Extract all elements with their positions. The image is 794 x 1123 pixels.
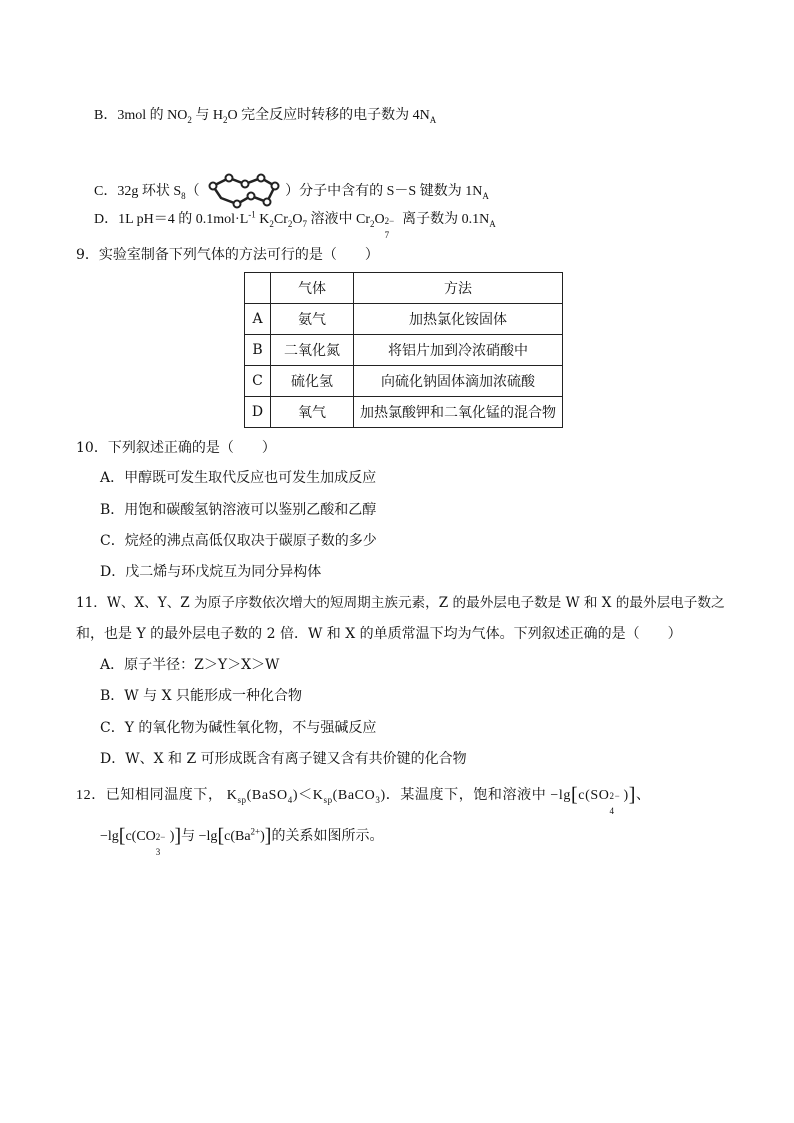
- table-header-cell: 方法: [354, 273, 563, 304]
- q8-option-d: D．1L pH＝4 的 $0.1mol\cdot L^{-1}$ $K_2Cr_2O_7$ 溶液中 $Cr_2O$ 2− 7 离子数为 $0.1N_A$: [94, 209, 496, 240]
- option-text: 32g 环状 S: [117, 184, 182, 200]
- table-cell: D: [245, 397, 271, 428]
- option-text: 离子数为 0.1N: [398, 212, 490, 227]
- table-cell: A: [245, 304, 271, 335]
- q11-option-a: A．原子半径：Z＞Y＞X＞W: [100, 657, 280, 673]
- q10-option-c: C．烷烃的沸点高低仅取决于碳原子数的多少: [100, 533, 377, 549]
- q11-stem-line2: 和，也是 Y 的最外层电子数的 2 倍．W 和 X 的单质常温下均为气体。下列叙述正确的是（ ）: [76, 626, 682, 642]
- q12-text: ．某温度下，饱和溶液中 −lg: [385, 788, 572, 803]
- q12-line1: 12．已知相同温度下， $K_{sp}(BaSO_4)<K_{sp}(BaCO_3)$．某温度下，饱和溶液中 −lg[c(SO 2− 4 )]、: [76, 784, 651, 816]
- subscript: A: [482, 191, 489, 202]
- q10-option-a: A．甲醇既可发生取代反应也可发生加成反应: [100, 470, 377, 486]
- table-cell: 硫化氢: [271, 366, 354, 397]
- q10-stem: 10．下列叙述正确的是（ ）: [76, 440, 276, 456]
- q12-line2: −lg[c(CO 2− 3 )]与 $-\lg[c(Ba^{2+})]$的关系如图所示。: [100, 825, 384, 857]
- table-cell: 加热氯酸钾和二氧化锰的混合物: [354, 397, 563, 428]
- subscript: 8: [181, 191, 186, 202]
- subscript: A: [429, 114, 437, 125]
- table-header-cell: [245, 273, 271, 304]
- q12-ksp: K: [226, 788, 238, 803]
- q10-option-b: B．用饱和碳酸氢钠溶液可以鉴别乙酸和乙醇: [100, 502, 377, 518]
- q8-option-c: [94, 172, 489, 212]
- option-label: C．: [94, 184, 118, 200]
- option-text: 与: [191, 108, 213, 123]
- option-text: （: [185, 184, 200, 200]
- table-header-row: [245, 273, 563, 304]
- table-cell: 氧气: [271, 397, 354, 428]
- option-text: 溶液中: [307, 212, 357, 227]
- table-cell: 氨气: [271, 304, 354, 335]
- q12-text: 、: [636, 788, 651, 803]
- q12-text: 12．已知相同温度下，: [76, 788, 223, 803]
- table-header-cell: 气体: [271, 273, 354, 304]
- subscript: A: [489, 218, 496, 229]
- table-row: [245, 397, 563, 428]
- table-cell: 二氧化氮: [271, 335, 354, 366]
- q11-option-c: C．Y 的氧化物为碱性氧化物，不与强碱反应: [100, 720, 377, 736]
- gas-preparation-table: [244, 272, 563, 428]
- q11-stem-line1: 11．W、X、Y、Z 为原子序数依次增大的短周期主族元素，Z 的最外层电子数是 W 和 X 的最外层电子数之: [76, 595, 725, 611]
- table-row: [245, 304, 563, 335]
- option-text: ）分子中含有的 S－S 键数为 1N: [285, 184, 483, 200]
- q12-text: 的关系如图所示。: [271, 829, 384, 844]
- q9-stem: 9．实验室制备下列气体的方法可行的是（ ）: [76, 247, 379, 263]
- table-row: [245, 335, 563, 366]
- table-cell: 将铝片加到冷浓硝酸中: [354, 335, 563, 366]
- s8-ring-molecule-icon: [207, 172, 281, 212]
- q12-formula: (BaSO: [246, 788, 288, 803]
- subscript: sp: [237, 794, 247, 805]
- superscript: -1: [248, 209, 256, 220]
- table-row: [245, 366, 563, 397]
- q11-option-d: D．W、X 和 Z 可形成既含有离子键又含有共价键的化合物: [100, 751, 467, 767]
- option-label: D．: [94, 212, 119, 227]
- q11-option-b: B．W 与 X 只能形成一种化合物: [100, 688, 302, 704]
- q12-text: ＜: [298, 788, 313, 803]
- q12-formula: (BaCO: [332, 788, 376, 803]
- option-text: 完全反应时转移的电子数为 4N: [237, 108, 430, 123]
- table-cell: 加热氯化铵固体: [354, 304, 563, 335]
- option-text: 1L pH＝4 的 0.1mol·L: [118, 212, 249, 227]
- q10-option-d: D．戊二烯与环戊烷互为同分异构体: [100, 564, 322, 580]
- option-text: 3mol 的: [117, 108, 168, 123]
- option-label: B．: [94, 108, 118, 123]
- q12-text: 与 −lg: [181, 829, 218, 844]
- table-cell: B: [245, 335, 271, 366]
- q8-option-b: B．3mol 的 $NO_2$ 与 $H_2O$ 完全反应时转移的电子数为 $4N_A$: [94, 108, 437, 125]
- table-cell: C: [245, 366, 271, 397]
- q12-text: −lg: [100, 829, 119, 844]
- table-cell: 向硫化钠固体滴加浓硫酸: [354, 366, 563, 397]
